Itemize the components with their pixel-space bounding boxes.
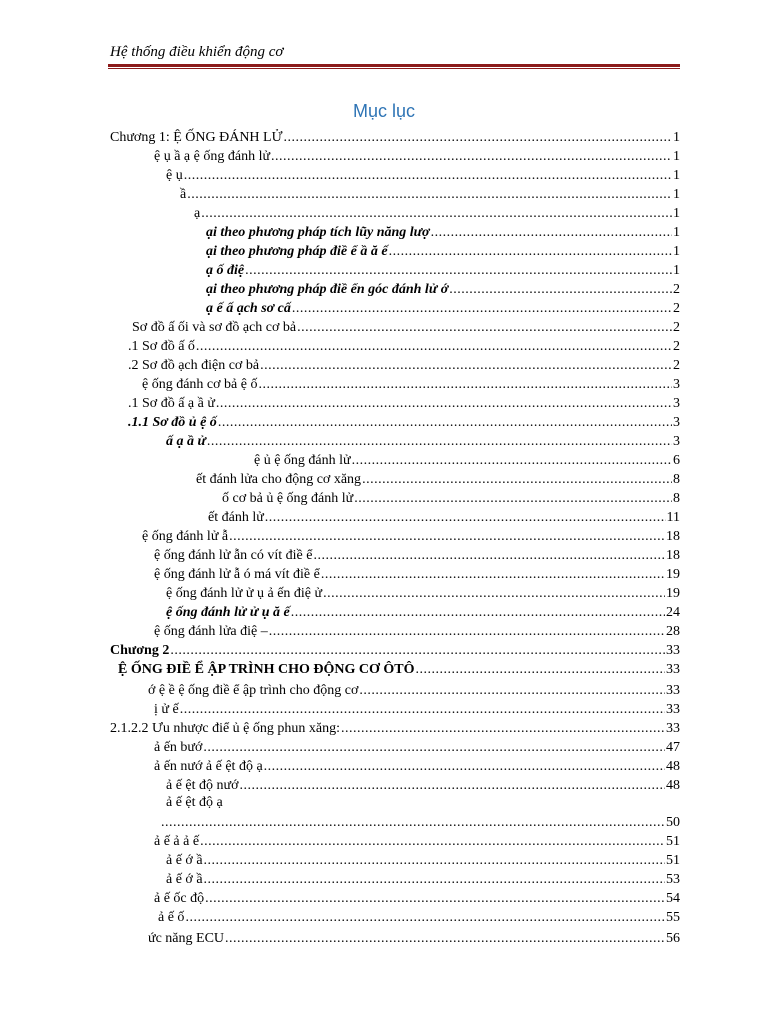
toc-leader bbox=[352, 452, 672, 470]
toc-entry-text: ớ ệ ề ệ ống điề ể ập trình cho động cơ bbox=[148, 683, 359, 698]
toc-entry[interactable] bbox=[154, 890, 680, 908]
toc-leader bbox=[204, 852, 665, 870]
toc-entry-page: 2 bbox=[673, 282, 680, 297]
toc-entry[interactable] bbox=[128, 395, 680, 413]
page-header: Hệ thống điều khiển động cơ bbox=[110, 44, 284, 60]
toc-leader bbox=[196, 338, 672, 356]
toc-title: Mục lục bbox=[352, 101, 415, 121]
toc-entry-text: ệ ống đánh lửa điệ – bbox=[154, 624, 268, 639]
toc-entry-page: 18 bbox=[666, 548, 680, 563]
toc-entry-text: ả ế ả ả ế bbox=[154, 834, 200, 849]
toc-entry-text: ệ ụ bbox=[166, 168, 183, 183]
toc-entry-text: ệ ống đánh lử ẫ bbox=[142, 529, 229, 544]
toc-entry[interactable] bbox=[154, 739, 680, 757]
toc-entry[interactable] bbox=[206, 243, 680, 261]
toc-entry-text: ả ế ớ ầ bbox=[166, 853, 203, 868]
toc-entry-text: ệ ống đánh lử ử ụ ă ế bbox=[166, 605, 290, 620]
toc-entry-text: .1 Sơ đồ ấ ạ ầ ử bbox=[128, 396, 215, 411]
toc-entry-text: ấ ạ ầ ử bbox=[166, 434, 206, 449]
toc-entry-page: 54 bbox=[666, 891, 680, 906]
toc-leader bbox=[216, 395, 672, 413]
toc-entry-text: ức năng ECU bbox=[148, 931, 225, 946]
toc-entry-page: 24 bbox=[666, 605, 680, 620]
toc-entry[interactable] bbox=[166, 852, 680, 870]
toc-entry[interactable] bbox=[154, 833, 680, 851]
toc-leader bbox=[431, 224, 672, 242]
toc-entry-text: Chương 1: Ệ ỐNG ĐÁNH LỬ bbox=[110, 130, 283, 145]
toc-leader bbox=[323, 585, 665, 603]
toc-entry[interactable] bbox=[132, 319, 680, 337]
toc-entry[interactable] bbox=[166, 585, 680, 603]
toc-entry-page: 48 bbox=[666, 778, 680, 793]
toc-entry-text: ạ bbox=[194, 206, 201, 221]
toc-entry[interactable] bbox=[154, 701, 680, 719]
toc-entry-text: 2.1.2.2 Ưu nhược điể ủ ệ ống phun xăng: bbox=[110, 721, 340, 736]
toc-entry-text: .1.1 Sơ đồ ủ ệ ố bbox=[128, 415, 217, 430]
toc-entry[interactable] bbox=[166, 777, 680, 795]
toc-entry[interactable] bbox=[208, 509, 680, 527]
toc-entry[interactable] bbox=[110, 129, 680, 147]
toc-leader bbox=[449, 281, 672, 299]
toc-entry-text: ị ử ế bbox=[154, 702, 179, 717]
toc-entry-page: 19 bbox=[666, 586, 680, 601]
toc-entry-page: 2 bbox=[673, 301, 680, 316]
toc-leader bbox=[362, 471, 672, 489]
toc-leader bbox=[264, 758, 665, 776]
toc-entry[interactable] bbox=[142, 376, 680, 394]
toc-leader bbox=[218, 414, 672, 432]
toc-entry-text: ố cơ bả ủ ệ ống đánh lử bbox=[222, 491, 354, 506]
toc-entry-page: 19 bbox=[666, 567, 680, 582]
toc-entry-text: ệ ủ ệ ống đánh lử bbox=[254, 453, 351, 468]
toc-entry-text: ả ế ốc độ bbox=[154, 891, 205, 906]
toc-entry[interactable] bbox=[154, 148, 680, 166]
toc-leader bbox=[185, 909, 665, 927]
toc-entry[interactable] bbox=[206, 281, 680, 299]
toc-leader bbox=[184, 167, 672, 185]
toc-entry[interactable] bbox=[166, 167, 680, 185]
toc-leader bbox=[245, 262, 672, 280]
toc-entry-page: 1 bbox=[673, 225, 680, 240]
toc-leader bbox=[225, 930, 665, 948]
toc-entry-text: ả ến nướ ả ế ệt độ ạ bbox=[154, 759, 263, 774]
toc-entry-text: ầ bbox=[180, 187, 187, 202]
toc-leader bbox=[416, 661, 665, 679]
toc-entry-text: ại theo phương pháp điề ển góc đánh lử ớ bbox=[206, 282, 449, 297]
toc-entry[interactable] bbox=[154, 547, 680, 565]
toc-leader bbox=[205, 890, 665, 908]
toc-entry-page: 8 bbox=[673, 491, 680, 506]
toc-entry-page: 3 bbox=[673, 396, 680, 411]
toc-entry[interactable] bbox=[166, 871, 680, 889]
toc-leader bbox=[269, 623, 665, 641]
toc-entry[interactable] bbox=[128, 414, 680, 432]
toc-entry-text: ả ế ệt độ ạ bbox=[166, 795, 223, 810]
toc-entry[interactable] bbox=[158, 909, 680, 927]
toc-entry[interactable] bbox=[148, 682, 680, 700]
toc-entry-text: ết đánh lử bbox=[208, 510, 264, 525]
toc-entry-text: ả ế ớ ầ bbox=[166, 872, 203, 887]
toc-entry-page: 18 bbox=[666, 529, 680, 544]
toc-entry-page: 51 bbox=[666, 853, 680, 868]
toc-entry[interactable] bbox=[110, 642, 680, 660]
toc-entry-page: 51 bbox=[666, 834, 680, 849]
toc-entry[interactable] bbox=[166, 433, 680, 451]
toc-entry-page: 3 bbox=[673, 434, 680, 449]
toc-entry[interactable] bbox=[206, 224, 680, 242]
toc-entry-text: ại theo phương pháp tích lũy năng lượ bbox=[206, 225, 430, 240]
toc-entry-page: 53 bbox=[666, 872, 680, 887]
toc-leader bbox=[200, 833, 665, 851]
toc-entry[interactable] bbox=[166, 794, 680, 812]
toc-entry[interactable] bbox=[142, 528, 680, 546]
toc-leader bbox=[283, 129, 672, 147]
toc-entry-page: 50 bbox=[666, 815, 680, 830]
toc-entry-page: 33 bbox=[666, 643, 680, 658]
toc-leader bbox=[180, 701, 665, 719]
toc-entry-page: 47 bbox=[666, 740, 680, 755]
toc-leader bbox=[291, 604, 665, 622]
toc-leader bbox=[204, 871, 665, 889]
toc-entry[interactable] bbox=[206, 300, 680, 318]
toc-entry-text: ệ ống đánh lử ẫn có vít điề ể bbox=[154, 548, 313, 563]
toc-entry-page: 28 bbox=[666, 624, 680, 639]
toc-leader bbox=[271, 148, 672, 166]
toc-entry-text: ệ ụ ầ ạ ệ ống đánh lử bbox=[154, 149, 271, 164]
toc-entry-page: 1 bbox=[673, 263, 680, 278]
toc-entry[interactable] bbox=[128, 338, 680, 356]
toc-entry[interactable] bbox=[194, 205, 680, 223]
toc-leader bbox=[187, 186, 672, 204]
toc-entry-text: .1 Sơ đồ ấ ố bbox=[128, 339, 195, 354]
toc-entry-page: 33 bbox=[666, 683, 680, 698]
toc-entry-text: ạ ế ấ ạch sơ cấ bbox=[206, 301, 291, 316]
toc-leader bbox=[389, 243, 672, 261]
toc-entry[interactable] bbox=[118, 661, 680, 679]
toc-leader bbox=[260, 357, 672, 375]
toc-entry-text: Sơ đồ ấ ối và sơ đồ ạch cơ bả bbox=[132, 320, 297, 335]
toc-entry-page: 3 bbox=[673, 415, 680, 430]
toc-entry[interactable] bbox=[222, 490, 680, 508]
toc-entry-text: Ệ ỐNG ĐIỀ Ể ẬP TRÌNH CHO ĐỘNG CƠ ÔTÔ bbox=[118, 662, 415, 677]
toc-entry[interactable] bbox=[154, 758, 680, 776]
toc-entry-text: ệ ống đánh lử ử ụ ả ến điệ ử bbox=[166, 586, 323, 601]
toc-entry-text: ạ ố điệ bbox=[206, 263, 245, 278]
toc-leader bbox=[229, 528, 665, 546]
toc-leader bbox=[161, 814, 665, 832]
toc-entry[interactable] bbox=[166, 604, 680, 622]
toc-entry-page: 1 bbox=[673, 206, 680, 221]
toc-entry-page: 33 bbox=[666, 721, 680, 736]
toc-leader bbox=[265, 509, 666, 527]
toc-entry-page: 11 bbox=[666, 510, 680, 525]
toc-entry-page: 48 bbox=[666, 759, 680, 774]
toc-entry-page: 2 bbox=[673, 358, 680, 373]
toc-entry-text: .2 Sơ đồ ạch điện cơ bả bbox=[128, 358, 260, 373]
toc-leader bbox=[207, 433, 672, 451]
toc-entry-text: ả ến bướ bbox=[154, 740, 203, 755]
toc-entry-page: 1 bbox=[673, 168, 680, 183]
toc-leader bbox=[258, 376, 672, 394]
toc-leader bbox=[341, 720, 665, 738]
toc-entry[interactable] bbox=[196, 471, 680, 489]
toc-entry-page: 1 bbox=[673, 244, 680, 259]
toc-entry-text: ả ế ệt độ nướ bbox=[166, 778, 239, 793]
toc-entry[interactable] bbox=[160, 814, 680, 832]
toc-entry-page: 33 bbox=[666, 702, 680, 717]
toc-entry-page: 8 bbox=[673, 472, 680, 487]
toc-leader bbox=[297, 319, 672, 337]
toc-entry-page: 55 bbox=[666, 910, 680, 925]
toc-entry-page: 2 bbox=[673, 320, 680, 335]
toc-entry-text: ệ ống đánh cơ bả ệ ố bbox=[142, 377, 258, 392]
toc-leader bbox=[313, 547, 665, 565]
toc-entry-page: 2 bbox=[673, 339, 680, 354]
toc-leader bbox=[292, 300, 672, 318]
toc-entry-text: Chương 2 bbox=[110, 643, 170, 658]
toc-entry-page: 1 bbox=[673, 187, 680, 202]
toc-entry-text: ả ế ố bbox=[158, 910, 185, 925]
toc-entry[interactable] bbox=[206, 262, 680, 280]
toc-entry[interactable] bbox=[154, 566, 680, 584]
toc-leader bbox=[170, 642, 665, 660]
toc-entry[interactable] bbox=[110, 720, 680, 738]
toc-entry-page: 6 bbox=[673, 453, 680, 468]
toc-entry[interactable] bbox=[180, 186, 680, 204]
toc-entry-page: 1 bbox=[673, 130, 680, 145]
toc-leader bbox=[240, 777, 665, 795]
toc-leader bbox=[201, 205, 672, 223]
toc-entry-text: ại theo phương pháp điề ể ầ ă ế bbox=[206, 244, 388, 259]
toc-leader bbox=[359, 682, 665, 700]
toc-entry-page: 3 bbox=[673, 377, 680, 392]
toc-leader bbox=[321, 566, 665, 584]
toc-entry-text: ệ ống đánh lử ẫ ó má vít điề ể bbox=[154, 567, 320, 582]
toc-entry-page: 56 bbox=[666, 931, 680, 946]
toc-entry[interactable] bbox=[154, 623, 680, 641]
toc-entry[interactable] bbox=[128, 357, 680, 375]
toc-entry-page: 33 bbox=[666, 662, 680, 677]
toc-entry[interactable] bbox=[148, 930, 680, 948]
toc-entry-page: 1 bbox=[673, 149, 680, 164]
toc-entry-text: ết đánh lửa cho động cơ xăng bbox=[196, 472, 362, 487]
toc-leader bbox=[354, 490, 672, 508]
toc-leader bbox=[203, 739, 665, 757]
toc-entry[interactable] bbox=[254, 452, 680, 470]
